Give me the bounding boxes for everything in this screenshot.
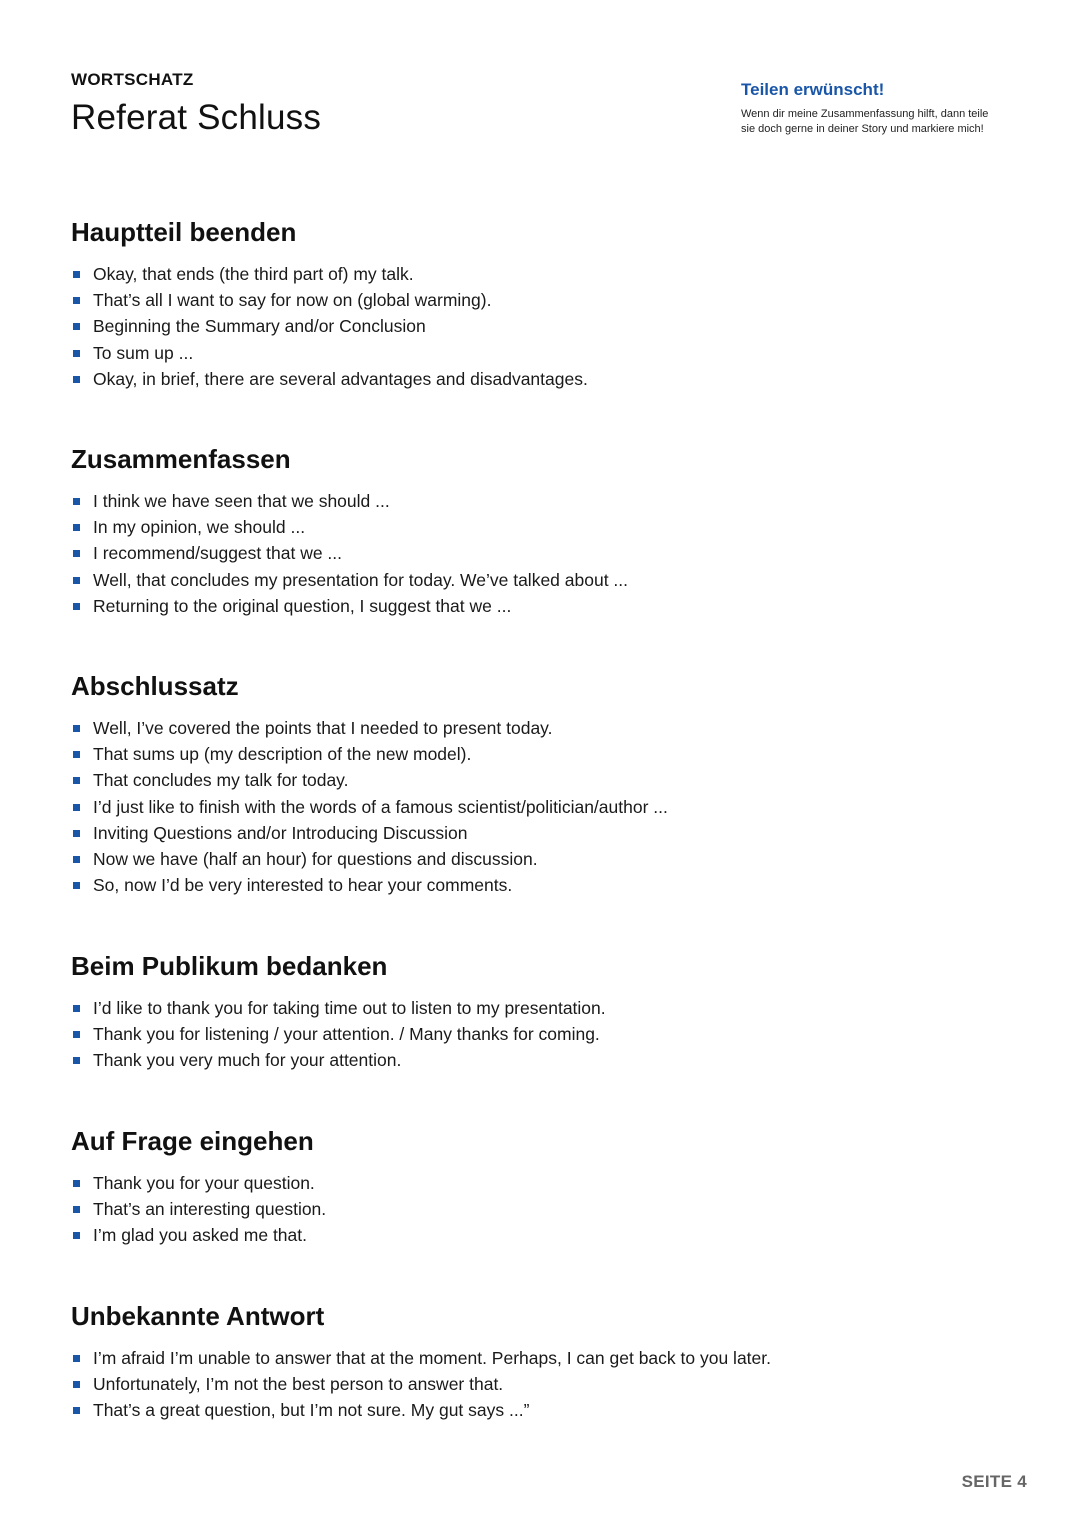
phrase-list: [71, 715, 971, 898]
list-item: [71, 593, 971, 619]
section-heading: Unbekannte Antwort: [71, 1301, 325, 1331]
section-heading: Hauptteil beenden: [71, 217, 297, 247]
list-item-text: I’d just like to finish with the words of a famous scientist/politician/author ...: [93, 796, 668, 817]
list-item-text: That concludes my talk for today.: [93, 770, 349, 791]
square-bullet-icon: [73, 1005, 80, 1012]
square-bullet-icon: [73, 350, 80, 357]
list-item-text: Well, that concludes my presentation for today. We’ve talked about ...: [93, 569, 629, 590]
square-bullet-icon: [73, 603, 80, 610]
square-bullet-icon: [73, 1180, 80, 1187]
square-bullet-icon: [73, 323, 80, 330]
list-item: [71, 1345, 971, 1371]
list-item-text: That’s an interesting question.: [93, 1199, 327, 1220]
phrase-list: [71, 1170, 971, 1249]
list-item-text: Unfortunately, I’m not the best person to answer that.: [93, 1374, 504, 1395]
list-item-text: Thank you for listening / your attention. / Many thanks for coming.: [93, 1024, 600, 1045]
share-text: [741, 107, 1031, 137]
list-item-text: So, now I’d be very interested to hear your comments.: [93, 875, 513, 896]
section-heading: Auf Frage eingehen: [71, 1126, 314, 1156]
section-abschlussatz: [71, 670, 971, 898]
square-bullet-icon: [73, 1232, 80, 1239]
list-item-text: Returning to the original question, I suggest that we ...: [93, 595, 512, 616]
list-item: [71, 488, 971, 514]
square-bullet-icon: [73, 271, 80, 278]
list-item: [71, 366, 971, 392]
list-item-text: Okay, that ends (the third part of) my talk.: [93, 264, 414, 284]
header: [71, 69, 321, 139]
square-bullet-icon: [73, 882, 80, 889]
square-bullet-icon: [73, 577, 80, 584]
page-kicker: WORTSCHATZ: [71, 70, 194, 89]
list-item: [71, 1196, 971, 1222]
list-item: [71, 741, 971, 767]
list-item-text: Inviting Questions and/or Introducing Discussion: [93, 822, 468, 843]
phrase-list: [71, 1345, 971, 1424]
list-item: [71, 846, 971, 872]
list-item-text: That’s a great question, but I’m not sure. My gut says ...”: [93, 1400, 530, 1421]
list-item: [71, 1021, 971, 1047]
list-item: [71, 794, 971, 820]
list-item: [71, 1371, 971, 1397]
section-heading: Beim Publikum bedanken: [71, 951, 388, 981]
square-bullet-icon: [73, 1381, 80, 1388]
page-number: SEITE 4: [961, 1472, 1027, 1491]
square-bullet-icon: [73, 1355, 80, 1362]
section-unbekannte-antwort: [71, 1300, 971, 1424]
list-item: [71, 872, 971, 898]
section-hauptteil-beenden: [71, 216, 971, 392]
square-bullet-icon: [73, 376, 80, 383]
list-item: [71, 1397, 971, 1423]
list-item-text: Now we have (half an hour) for questions and discussion.: [93, 849, 538, 870]
list-item-text: I think we have seen that we should ...: [93, 491, 390, 511]
square-bullet-icon: [73, 777, 80, 784]
square-bullet-icon: [73, 524, 80, 531]
square-bullet-icon: [73, 856, 80, 863]
list-item: [71, 1222, 971, 1248]
list-item-text: Beginning the Summary and/or Conclusion: [93, 316, 426, 337]
list-item: [71, 715, 971, 741]
list-item: [71, 261, 971, 287]
list-item: [71, 540, 971, 566]
list-item-text: I’m afraid I’m unable to answer that at the moment. Perhaps, I can get back to you later.: [93, 1348, 771, 1368]
list-item: [71, 767, 971, 793]
list-item-text: Okay, in brief, there are several advantages and disadvantages.: [93, 368, 588, 389]
list-item: [71, 1047, 971, 1073]
list-item-text: That sums up (my description of the new model).: [93, 744, 472, 765]
square-bullet-icon: [73, 498, 80, 505]
list-item-text: Thank you very much for your attention.: [93, 1050, 402, 1071]
page-title: Referat Schluss: [71, 98, 322, 137]
list-item-text: I recommend/suggest that we ...: [93, 543, 343, 564]
section-auf-frage-eingehen: [71, 1125, 971, 1249]
share-title: Teilen erwünscht!: [741, 80, 885, 99]
phrase-list: [71, 261, 971, 392]
list-item-text: In my opinion, we should ...: [93, 517, 306, 538]
square-bullet-icon: [73, 550, 80, 557]
phrase-list: [71, 488, 971, 619]
list-item: [71, 1170, 971, 1196]
share-callout: [741, 79, 1031, 137]
list-item-text: I’d like to thank you for taking time out to listen to my presentation.: [93, 998, 606, 1018]
list-item: [71, 514, 971, 540]
section-beim-publikum-bedanken: [71, 950, 971, 1074]
list-item-text: Well, I’ve covered the points that I needed to present today.: [93, 718, 553, 738]
list-item-text: That’s all I want to say for now on (global warming).: [93, 290, 492, 311]
square-bullet-icon: [73, 1206, 80, 1213]
section-heading: Zusammenfassen: [71, 444, 291, 474]
list-item: [71, 313, 971, 339]
phrase-list: [71, 995, 971, 1074]
list-item-text: To sum up ...: [93, 342, 194, 363]
square-bullet-icon: [73, 725, 80, 732]
square-bullet-icon: [73, 751, 80, 758]
square-bullet-icon: [73, 830, 80, 837]
list-item-text: Thank you for your question.: [93, 1173, 315, 1193]
list-item: [71, 340, 971, 366]
section-heading: Abschlussatz: [71, 671, 239, 701]
list-item: [71, 287, 971, 313]
square-bullet-icon: [73, 1407, 80, 1414]
square-bullet-icon: [73, 1057, 80, 1064]
share-text-line: Wenn dir meine Zusammenfassung hilft, dann teile: [741, 108, 989, 120]
share-text-line: sie doch gerne in deiner Story und markiere mich!: [741, 123, 984, 135]
list-item: [71, 567, 971, 593]
list-item-text: I’m glad you asked me that.: [93, 1225, 307, 1246]
list-item: [71, 820, 971, 846]
section-zusammenfassen: [71, 443, 971, 619]
square-bullet-icon: [73, 1031, 80, 1038]
square-bullet-icon: [73, 804, 80, 811]
list-item: [71, 995, 971, 1021]
square-bullet-icon: [73, 297, 80, 304]
